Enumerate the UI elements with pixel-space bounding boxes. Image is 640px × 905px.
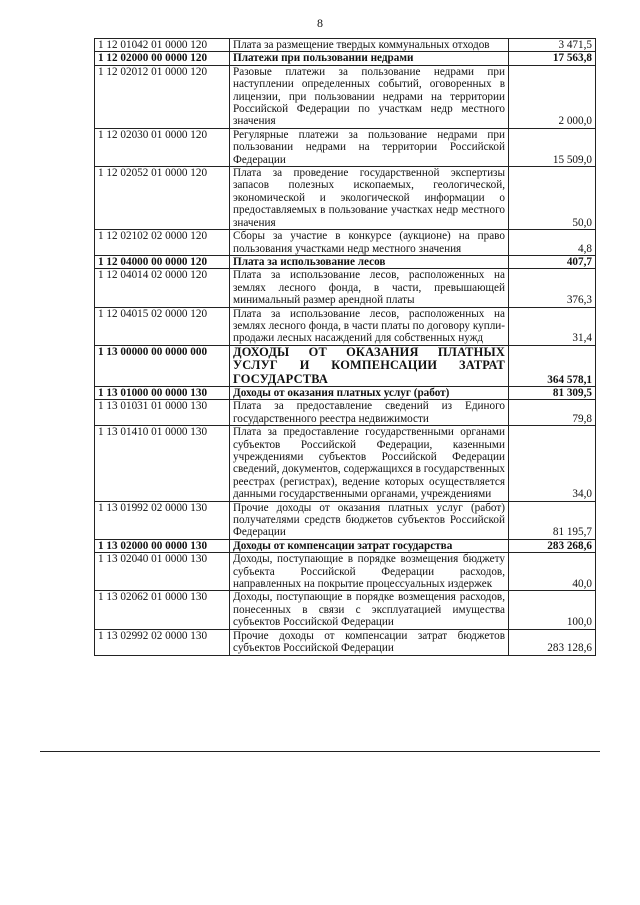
row-code: 1 13 01000 00 0000 130 <box>95 386 230 399</box>
row-code: 1 12 02030 01 0000 120 <box>95 128 230 166</box>
row-amount: 100,0 <box>509 591 596 629</box>
row-code: 1 13 01410 01 0000 130 <box>95 426 230 501</box>
table-row <box>95 65 596 128</box>
page-number: 8 <box>317 16 323 30</box>
row-name: Доходы от компенсации затрат государства <box>230 539 509 552</box>
row-amount: 17 563,8 <box>509 52 596 65</box>
row-name: Плата за предоставление сведений из Единого государственного реестра недвижимости <box>230 400 509 426</box>
row-name: Разовые платежи за пользование недрами при наступлении определенных событий, оговоренных в лицензии, при пользовании недрами на территории Российской Федерации по участкам недр местного значения <box>230 65 509 128</box>
table-row <box>95 386 596 399</box>
row-amount: 31,4 <box>509 307 596 345</box>
row-name: Прочие доходы от оказания платных услуг (работ) получателями средств бюджетов субъектов Российской Федерации <box>230 501 509 539</box>
row-code: 1 13 02040 01 0000 130 <box>95 553 230 591</box>
row-amount: 283 128,6 <box>509 629 596 655</box>
table-row <box>95 230 596 256</box>
budget-revenue-table <box>94 38 596 656</box>
table-row <box>95 52 596 65</box>
row-name: Плата за размещение твердых коммунальных отходов <box>230 39 509 52</box>
row-code: 1 12 02102 02 0000 120 <box>95 230 230 256</box>
row-amount: 81 195,7 <box>509 501 596 539</box>
table-row <box>95 591 596 629</box>
table-row <box>95 426 596 501</box>
row-amount: 50,0 <box>509 167 596 230</box>
row-code: 1 12 02052 01 0000 120 <box>95 167 230 230</box>
row-code: 1 13 01992 02 0000 130 <box>95 501 230 539</box>
row-code: 1 12 04015 02 0000 120 <box>95 307 230 345</box>
row-code: 1 12 04014 02 0000 120 <box>95 269 230 307</box>
row-name: Плата за предоставление государственными органами субъектов Российской Федерации, казенными учреждениями субъектов Российской Федерации сведений, документов, содержащихся в государственных реестрах (регистрах), ведение которых осуществляется данными государственными органами, учреждениями <box>230 426 509 501</box>
row-name: Доходы от оказания платных услуг (работ) <box>230 386 509 399</box>
row-name: Прочие доходы от компенсации затрат бюджетов субъектов Российской Федерации <box>230 629 509 655</box>
table-row <box>95 255 596 268</box>
table-row <box>95 629 596 655</box>
table-row <box>95 269 596 307</box>
row-name: Доходы, поступающие в порядке возмещения расходов, понесенных в связи с эксплуатацией имущества субъектов Российской Федерации <box>230 591 509 629</box>
row-amount: 376,3 <box>509 269 596 307</box>
table-body <box>95 39 596 656</box>
row-name: Плата за использование лесов <box>230 255 509 268</box>
row-amount: 81 309,5 <box>509 386 596 399</box>
row-name: Плата за использование лесов, расположенных на землях лесного фонда, в части платы по договору купли-продажи лесных насаждений для собственных нужд <box>230 307 509 345</box>
row-code: 1 13 02000 00 0000 130 <box>95 539 230 552</box>
row-code: 1 13 02062 01 0000 130 <box>95 591 230 629</box>
row-amount: 34,0 <box>509 426 596 501</box>
row-code: 1 12 02012 01 0000 120 <box>95 65 230 128</box>
row-code: 1 12 01042 01 0000 120 <box>95 39 230 52</box>
table-row <box>95 39 596 52</box>
row-amount: 364 578,1 <box>509 345 596 386</box>
row-amount: 15 509,0 <box>509 128 596 166</box>
row-code: 1 13 02992 02 0000 130 <box>95 629 230 655</box>
table-row <box>95 400 596 426</box>
footer-divider <box>40 751 600 752</box>
row-name: ДОХОДЫ ОТ ОКАЗАНИЯ ПЛАТНЫХ УСЛУГ И КОМПЕНСАЦИИ ЗАТРАТ ГОСУДАРСТВА <box>230 345 509 386</box>
row-name: Плата за проведение государственной экспертизы запасов полезных ископаемых, геологической, экономической и экологической информации о предоставляемых в пользование участках недр местного значения <box>230 167 509 230</box>
row-amount: 407,7 <box>509 255 596 268</box>
table-row <box>95 501 596 539</box>
row-amount: 2 000,0 <box>509 65 596 128</box>
row-amount: 40,0 <box>509 553 596 591</box>
row-code: 1 12 02000 00 0000 120 <box>95 52 230 65</box>
table-row <box>95 345 596 386</box>
row-code: 1 13 00000 00 0000 000 <box>95 345 230 386</box>
row-name: Доходы, поступающие в порядке возмещения бюджету субъекта Российской Федерации расходов, направленных на покрытие процессуальных издержек <box>230 553 509 591</box>
row-amount: 79,8 <box>509 400 596 426</box>
table-row <box>95 167 596 230</box>
row-name: Платежи при пользовании недрами <box>230 52 509 65</box>
table-row <box>95 128 596 166</box>
table-row <box>95 553 596 591</box>
row-amount: 4,8 <box>509 230 596 256</box>
table-row <box>95 307 596 345</box>
row-code: 1 12 04000 00 0000 120 <box>95 255 230 268</box>
row-code: 1 13 01031 01 0000 130 <box>95 400 230 426</box>
row-amount: 283 268,6 <box>509 539 596 552</box>
table-row <box>95 539 596 552</box>
row-amount: 3 471,5 <box>509 39 596 52</box>
row-name: Сборы за участие в конкурсе (аукционе) на право пользования участками недр местного значения <box>230 230 509 256</box>
row-name: Плата за использование лесов, расположенных на землях лесного фонда, в части, превышающей минимальный размер арендной платы <box>230 269 509 307</box>
row-name: Регулярные платежи за пользование недрами при пользовании недрами на территории Российской Федерации <box>230 128 509 166</box>
